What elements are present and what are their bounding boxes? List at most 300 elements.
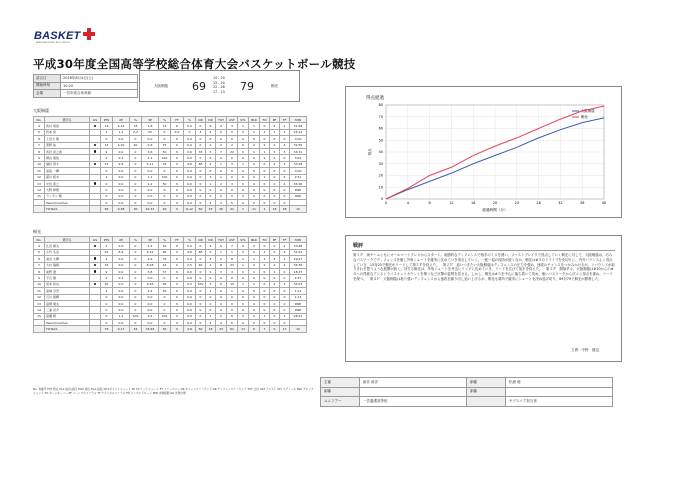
stat-cell: 0-0 [113,148,130,154]
player-name: TOTALS [45,326,90,332]
stat-cell: 1 [260,206,270,212]
stat-cell: 23 [227,262,238,268]
box-column-header: PTS [101,117,113,123]
stat-cell: 14 [34,187,45,193]
stat-cell: 0-0 [184,200,196,206]
stat-cell: 1 [227,249,238,255]
stat-cell: 0 [238,268,249,274]
stat-cell: 12 [34,294,45,300]
stat-cell: 0 [280,307,290,313]
box-column-header: No. [34,237,45,243]
stat-cell: 0 [206,193,216,199]
player-name: 高城 章吾 [45,288,90,294]
stat-cell: DNP [290,193,307,199]
stat-cell: 0 [249,313,260,319]
stat-cell: 0 [280,187,290,193]
stat-cell: 34:31 [290,148,307,154]
stat-cell: 0-0 [142,275,159,281]
stat-cell: 50 [142,129,159,135]
stat-cell: 0 [249,193,260,199]
stat-cell: 2-5 [184,262,196,268]
stat-cell: 2 [206,243,216,249]
stat-cell: 5 [216,256,227,262]
stat-cell: 3 [206,174,216,180]
box-column-header: TOT [216,117,227,123]
stat-cell: 0:00 [290,136,307,142]
stat-cell: 6 [216,281,227,287]
stat-cell: 0 [238,148,249,154]
stat-cell: 0 [101,275,113,281]
stat-cell: 2 [260,129,270,135]
stat-cell: 0-0 [142,187,159,193]
stat-cell: 1 [238,281,249,287]
box-column-header: AST [227,237,238,243]
stat-cell: 0 [249,294,260,300]
stat-cell: 0 [227,168,238,174]
box-column-header: FT [171,117,184,123]
stat-cell: 15 [34,193,45,199]
stat-cell: 0 [171,168,184,174]
y-tick-label: 20 [378,173,383,178]
stat-cell: 33 [159,256,171,262]
stat-cell: 100 [130,313,142,319]
stat-cell: 3 [206,281,216,287]
stat-cell: 0 [260,300,270,306]
stat-cell: 0 [159,294,171,300]
stat-cell: 0 [260,243,270,249]
stat-cell: 0 [171,142,184,148]
stat-cell: 0 [130,256,142,262]
stat-cell: 2 [280,243,290,249]
stat-cell: 0 [270,243,280,249]
stat-cell [34,206,45,212]
box-column-header: 2P [113,237,130,243]
stat-cell: 0-0 [113,168,130,174]
stat-cell: 41 [227,206,238,212]
stat-cell: 0 [130,320,142,326]
stat-cell: 0-0 [184,180,196,186]
player-name: 岩本 晃 [45,129,90,135]
quarter-scores [213,76,225,94]
stat-cell: 0-0 [142,320,159,326]
stat-cell: 0 [206,307,216,313]
quarter-score: 17 - 13 [213,89,225,94]
box-column-header: DR [206,117,216,123]
stat-cell: 0 [280,288,290,294]
stat-cell: 0 [249,288,260,294]
stat-cell: 9-38 [113,206,130,212]
player-name: 高柳 翔太 [45,300,90,306]
stat-cell: 0 [249,136,260,142]
stat-cell: 22 [101,249,113,255]
stat-cell: 0-0 [184,268,196,274]
stat-cell: 50 [159,326,171,332]
stat-cell: 0 [101,320,113,326]
stat-cell: 0-0 [171,129,184,135]
stat-cell: 0 [159,200,171,206]
stat-cell: 9 [34,155,45,161]
stat-cell: 2 [270,161,280,167]
stat-cell: 0 [216,193,227,199]
stat-cell: 0 [101,307,113,313]
stat-cell: 7 [34,262,45,268]
stat-cell: 0 [101,187,113,193]
stat-cell: 15:12 [290,129,307,135]
stat-cell: 0 [270,294,280,300]
stat-cell: 0 [196,313,206,319]
starter-mark [90,326,101,332]
x-tick-label: 20 [492,201,498,205]
stat-cell: 0 [227,174,238,180]
away-team-name: 桐光 [271,84,278,88]
stat-cell: 1 [249,281,260,287]
stat-cell: 33:48 [290,243,307,249]
stat-cell: 29:47 [290,256,307,262]
x-tick-label: 24 [514,201,519,205]
stat-cell: 37 [159,268,171,274]
stat-cell: 1 [249,268,260,274]
stat-cell: 0 [130,148,142,154]
stat-cell: 100 [159,174,171,180]
stat-cell: 0 [270,180,280,186]
stat-cell: 12 [34,174,45,180]
stat-cell: 0 [260,307,270,313]
stat-cell: 0 [227,136,238,142]
stat-cell: 0-0 [113,174,130,180]
stat-cell: 0 [249,262,260,268]
stat-cell: 0 [171,148,184,154]
stat-cell: 22 [227,148,238,154]
stat-cell: 0 [227,129,238,135]
stat-cell: 43 [216,326,227,332]
stat-cell: 1 [260,148,270,154]
stat-cell: 0-0 [113,294,130,300]
stat-cell: 0 [171,307,184,313]
stat-cell: 0-6 [142,142,159,148]
official-value: 新井 政洋 [360,378,467,388]
stat-cell: 0-0 [184,256,196,262]
stat-cell: 8 [34,148,45,154]
stat-cell: 0 [227,187,238,193]
info-key: 試合日 [34,75,61,83]
stat-cell: 0 [196,307,206,313]
official-value: 松浦 聡 [506,378,613,388]
stat-cell: 0-0 [184,307,196,313]
stat-cell: 0 [171,268,184,274]
legend-label: 桐光 [581,115,588,120]
stat-cell: 3 [216,268,227,274]
stat-cell: 0 [171,243,184,249]
stat-cell: 50 [196,326,206,332]
stat-cell: 14 [34,307,45,313]
stat-cell: 0 [260,320,270,326]
stat-cell: 1-2 [142,180,159,186]
stat-cell: 50 [159,148,171,154]
stat-cell: 0 [238,275,249,281]
stat-cell: 0 [280,300,290,306]
stat-cell: 0 [130,200,142,206]
stat-cell: 13 [101,142,113,148]
stat-cell: 2 [249,243,260,249]
stat-cell: 5 [34,129,45,135]
stat-cell: 0-0 [184,155,196,161]
player-name: Team/Coaches [45,200,90,206]
box-column-header: STL [238,237,249,243]
stat-cell: 2-6 [142,256,159,262]
stat-cell: 3:03 [290,155,307,161]
stat-cell: 0 [101,168,113,174]
stat-cell: 4-6 [184,161,196,167]
stat-cell: 2 [270,262,280,268]
stat-cell: 3 [227,123,238,129]
stat-cell: 4 [196,129,206,135]
stat-cell: 0 [249,168,260,174]
stat-cell: 3 [280,161,290,167]
stat-cell: 0 [196,243,206,249]
stat-cell: 1 [227,288,238,294]
stat-cell: 4:37 [290,275,307,281]
stat-cell: 0-0 [184,123,196,129]
stat-cell: 1 [206,288,216,294]
stat-cell: 0 [227,275,238,281]
stat-cell: 9-16 [142,281,159,287]
stat-cell: 0 [130,275,142,281]
box-column-header: 3P [142,117,159,123]
quarter-score: 22 - 26 [213,85,225,90]
box-column-header: OR [196,237,206,243]
info-row [34,75,138,83]
stat-cell: 10 [34,281,45,287]
stat-cell: 9 [270,326,280,332]
stat-cell: 7 [227,243,238,249]
stat-cell: 0 [249,174,260,180]
stat-cell: 0 [238,142,249,148]
stat-cell: 4 [101,256,113,262]
stat-cell: 15 [101,161,113,167]
official-key [467,397,506,407]
stat-cell: 24 [101,262,113,268]
stat-cell: 4 [34,243,45,249]
stat-cell: 0 [130,288,142,294]
stat-cell: 0 [130,249,142,255]
stat-cell: 8-9 [113,249,130,255]
starter-mark [90,206,101,212]
stat-cell: 0 [260,168,270,174]
stat-cell: 17 [280,326,290,332]
player-name: 武村 虎之助 [45,148,90,154]
box-column-header: GS [90,117,101,123]
box-column-header: STL [238,117,249,123]
stat-cell: 0 [101,155,113,161]
x-tick-label: 32 [558,201,563,205]
stat-cell: 1-1 [113,129,130,135]
stat-cell: 8-18 [142,262,159,268]
player-name: 石川 夏輝 [45,294,90,300]
stat-cell: 4-12 [113,123,130,129]
stat-cell: 0 [280,155,290,161]
stat-cell: 2-2 [184,281,196,287]
stat-cell: 0 [184,129,196,135]
stat-cell: 0 [227,193,238,199]
stat-cell: 1 [270,155,280,161]
stat-cell: 9 [101,268,113,274]
stat-cell: 0 [171,262,184,268]
box-column-header: MIN [290,237,307,243]
stat-cell: 0 [159,187,171,193]
home-score: 69 [192,80,206,93]
stat-cell: 0 [196,136,206,142]
stat-cell: 1:13 [290,294,307,300]
stat-cell: 40 [130,142,142,148]
official-key: 副審 [321,387,360,397]
stat-cell: 1-1 [142,174,159,180]
x-tick-label: 36 [580,201,585,205]
stat-cell: 0 [196,200,206,206]
stat-cell: 14 [101,123,113,129]
stat-cell: 0 [130,193,142,199]
stat-cell: 2 [249,142,260,148]
stat-cell: 0 [101,313,113,319]
stat-cell: 0-0 [113,288,130,294]
info-value: 2018年8月4日(土) [61,75,138,83]
box-column-header: 選手名 [45,237,90,243]
stat-cell: 0 [196,155,206,161]
stat-cell: 0 [171,288,184,294]
stat-cell: 0 [206,187,216,193]
stat-cell: 0-0 [113,268,130,274]
stat-cell: 2-6 [184,148,196,154]
stat-cell: 0 [216,187,227,193]
box-column-header: AST [227,117,238,123]
stat-cell: 0-0 [113,180,130,186]
player-name: 高島 一輝 [45,168,90,174]
stat-cell: 0 [196,320,206,326]
stat-cell: 0 [260,193,270,199]
box-column-header: BLK [249,117,260,123]
stat-cell: 0-0 [113,256,130,262]
stat-cell: 35:03 [290,281,307,287]
stat-cell: 2-2 [130,129,142,135]
stat-cell: 0 [196,123,206,129]
stat-cell: 1 [238,161,249,167]
stat-cell: 18 [206,326,216,332]
stat-cell: 0 [171,320,184,326]
stat-cell: 0 [270,136,280,142]
stat-cell: DNP [290,300,307,306]
away-section-title: 桐光 [33,229,41,234]
stat-cell: 2 [260,249,270,255]
stat-cell: 0-0 [142,294,159,300]
y-tick-label: 60 [378,126,383,131]
official-value: 一宮養護高等校 [360,397,467,407]
stat-cell: 0 [280,320,290,326]
stat-cell: 2 [216,123,227,129]
stat-cell: 4 [280,249,290,255]
stat-cell: 0 [260,161,270,167]
stat-cell: 1 [280,123,290,129]
box-column-header: % [159,117,171,123]
stat-cell: 0-0 [113,136,130,142]
stat-cell: 10 [290,206,307,212]
box-column-header: TO [260,117,270,123]
stat-cell: 7 [34,142,45,148]
stat-cell: 4 [34,123,45,129]
stat-cell: 0 [130,155,142,161]
stat-cell: 0 [171,200,184,206]
x-tick-label: 4 [406,201,409,205]
stat-cell: 36:30 [290,262,307,268]
stat-cell: 0-0 [113,300,130,306]
stat-cell: 0 [196,174,206,180]
stat-cell: 0 [101,193,113,199]
stat-cell: 9-12 [142,249,159,255]
stat-cell: 1:13 [290,288,307,294]
stat-cell: 0 [249,307,260,313]
y-tick-label: 50 [378,138,383,143]
stat-cell: 0-0 [184,136,196,142]
stat-cell: 50 [159,288,171,294]
player-name: ウィポン 聖 [45,193,90,199]
stat-cell: 0 [238,307,249,313]
stat-cell: 0-0 [184,174,196,180]
stat-cell: 0 [249,187,260,193]
stat-cell: 0 [227,155,238,161]
stat-cell: 0 [130,281,142,287]
stat-cell: 0 [270,168,280,174]
box-column-header: PF [270,117,280,123]
stat-cell: 0-0 [113,200,130,206]
stat-cell: 3 [206,148,216,154]
stat-cell: 3-8 [142,268,159,274]
stat-cell: 61 [227,326,238,332]
x-axis-label: 経過時間（分） [482,208,508,212]
info-row [34,82,138,90]
stat-cell: 3 [280,281,290,287]
stat-cell: 2 [270,281,280,287]
stat-cell: 0-0 [142,300,159,306]
stat-cell: 2 [260,262,270,268]
stat-cell: DNP [290,187,307,193]
stat-cell: 0 [238,180,249,186]
stat-cell: 0 [196,268,206,274]
home-section-title: 大阪桐蔭 [33,108,49,113]
stat-cell: 5 [216,313,227,319]
table-row [34,206,307,212]
quarter-score: 15 - 20 [213,80,225,85]
stat-cell: 0 [280,193,290,199]
stat-cell: 1 [249,256,260,262]
box-column-header: No. [34,117,45,123]
page-title: 平成30年度全国高等学校総合体育大会バスケットボール競技 [33,57,356,71]
stat-cell: 0 [227,300,238,306]
stat-cell: 0-0 [184,243,196,249]
stat-cell: 0 [171,249,184,255]
box-column-header: TF [280,237,290,243]
stat-cell: 0 [196,187,206,193]
stat-cell: 0 [216,155,227,161]
stat-cell: 30 [130,206,142,212]
stat-cell: 2:51 [290,174,307,180]
stat-cell: 0 [249,180,260,186]
stat-cell: 0 [227,307,238,313]
stat-cell: 0 [260,275,270,281]
stat-cell: 0-0 [184,168,196,174]
stat-cell: 0 [196,142,206,148]
box-column-header: 選手名 [45,117,90,123]
chart-title: 得点経過 [366,96,384,101]
official-key: 副審 [467,378,506,388]
stat-cell: 1 [238,256,249,262]
